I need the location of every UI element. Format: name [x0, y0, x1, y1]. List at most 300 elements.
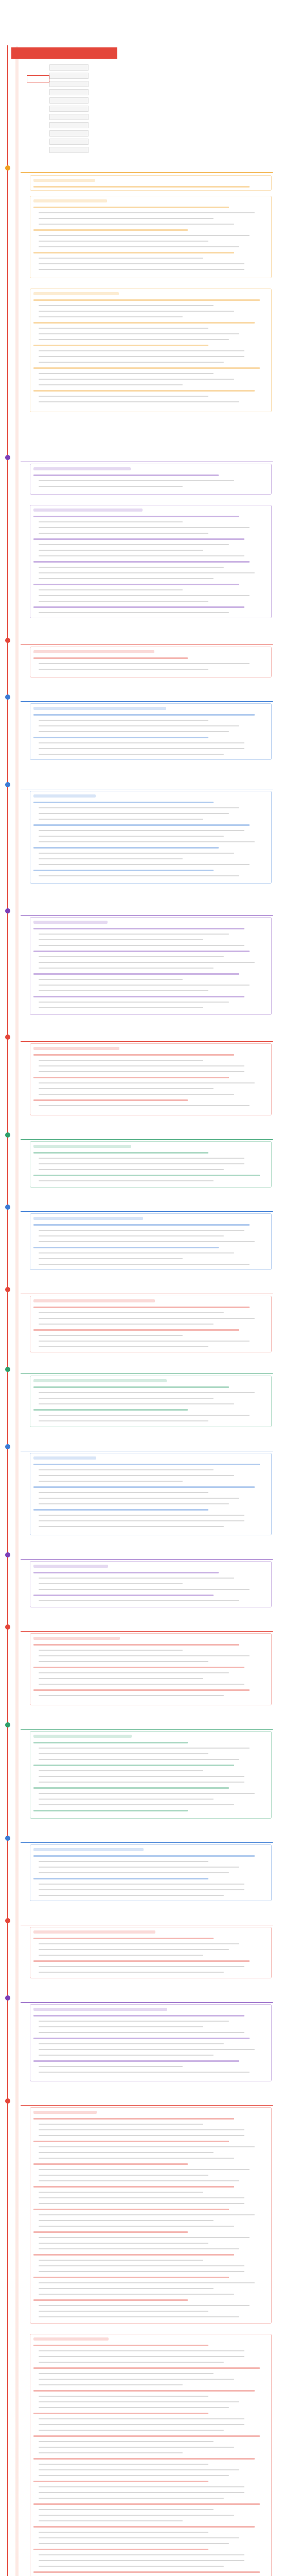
topic-card — [30, 175, 272, 191]
topic-card-text-line — [39, 1163, 244, 1164]
topic-card-text-line — [39, 1684, 244, 1685]
topic-card-text-line — [39, 1895, 224, 1896]
topic-card-text-line — [33, 802, 214, 803]
topic-card-text-line — [39, 748, 244, 749]
section-divider — [21, 1041, 273, 1042]
topic-card-text-line — [33, 1247, 219, 1248]
timeline-node — [5, 165, 10, 171]
topic-card-heading-block — [33, 199, 107, 202]
timeline-node — [5, 1836, 10, 1841]
topic-card-text-line — [39, 2124, 203, 2125]
topic-card-text-line — [33, 847, 219, 849]
topic-card-text-line — [39, 1578, 234, 1579]
topic-card-text-line — [39, 2158, 234, 2159]
legend-key — [49, 64, 89, 71]
topic-card-text-line — [39, 527, 250, 528]
topic-card-text-line — [33, 2390, 255, 2392]
topic-card-text-line — [33, 2277, 229, 2278]
topic-card-text-line — [33, 870, 214, 871]
legend-key — [49, 130, 89, 137]
topic-card — [30, 1453, 272, 1535]
page-title — [11, 47, 117, 59]
topic-card-text-line — [39, 2026, 203, 2027]
topic-card — [30, 1043, 272, 1115]
topic-card-text-line — [39, 2532, 208, 2533]
topic-card-text-line — [39, 1972, 224, 1973]
topic-card-text-line — [39, 864, 250, 865]
topic-card-text-line — [39, 875, 239, 876]
topic-card-text-line — [33, 2571, 260, 2573]
topic-card-text-line — [39, 1861, 208, 1862]
topic-card-text-line — [39, 2237, 250, 2238]
topic-card-text-line — [39, 2135, 244, 2136]
section-divider — [21, 1559, 273, 1560]
section-title — [19, 781, 26, 788]
topic-card-text-line — [39, 1318, 255, 1319]
topic-card-text-line — [39, 1583, 183, 1584]
topic-card-text-line — [39, 2373, 214, 2374]
topic-card-text-line — [33, 1938, 214, 1939]
topic-card-text-line — [39, 1007, 203, 1008]
topic-card-text-line — [39, 962, 255, 963]
topic-card-text-line — [39, 362, 224, 363]
topic-card-text-line — [33, 2209, 229, 2210]
topic-card-heading-block — [33, 467, 131, 470]
topic-card-text-line — [39, 2265, 244, 2266]
topic-card-text-line — [39, 1264, 250, 1265]
topic-card-text-line — [39, 2288, 214, 2289]
topic-card-text-line — [39, 1071, 244, 1072]
topic-card-text-line — [39, 555, 244, 556]
topic-card-text-line — [39, 2520, 183, 2521]
topic-card-text-line — [39, 269, 244, 270]
topic-card-text-line — [33, 737, 208, 738]
topic-card-text-line — [33, 1855, 255, 1857]
topic-card-text-line — [39, 2197, 244, 2198]
topic-card-text-line — [39, 589, 183, 590]
timeline-node — [5, 1205, 10, 1210]
section-divider — [21, 172, 273, 173]
topic-card-text-line — [39, 1753, 208, 1754]
topic-card-text-line — [39, 1955, 203, 1956]
topic-card-text-line — [33, 322, 255, 324]
topic-card-text-line — [39, 2362, 224, 2363]
topic-card-text-line — [39, 968, 214, 969]
topic-card-text-line — [33, 367, 260, 369]
legend-key — [49, 122, 89, 128]
topic-card-text-line — [39, 2447, 234, 2448]
topic-card-text-line — [39, 2475, 229, 2476]
section-title — [19, 164, 26, 171]
topic-card-text-line — [39, 934, 229, 935]
topic-card-text-line — [39, 945, 244, 946]
topic-card-text-line — [39, 2396, 208, 2397]
topic-card-text-line — [39, 1492, 208, 1493]
topic-card-text-line — [39, 813, 229, 814]
topic-card — [30, 1927, 272, 1978]
legend-row — [49, 146, 271, 153]
legend-row — [49, 96, 271, 104]
topic-card-text-line — [39, 1526, 224, 1527]
topic-card-text-line — [39, 595, 250, 596]
topic-card-text-line — [39, 480, 234, 481]
topic-card-text-line — [39, 1793, 255, 1794]
legend-value — [93, 114, 247, 118]
topic-card-text-line — [39, 1655, 250, 1656]
topic-card-text-line — [39, 2152, 214, 2153]
topic-card-text-line — [33, 1810, 188, 1811]
legend-key — [49, 106, 89, 112]
topic-card-heading-block — [33, 1456, 96, 1460]
topic-card-text-line — [33, 1099, 188, 1101]
topic-card-text-line — [33, 824, 250, 826]
topic-card-text-line — [39, 339, 229, 340]
topic-card-text-line — [33, 390, 255, 392]
topic-card-text-line — [39, 544, 229, 545]
topic-card-text-line — [39, 1867, 239, 1868]
legend-value — [93, 147, 247, 151]
section-title — [19, 1443, 26, 1450]
topic-card-text-line — [39, 2282, 255, 2283]
topic-card-text-line — [39, 486, 183, 487]
topic-card-text-line — [39, 1082, 255, 1083]
topic-card-text-line — [39, 720, 208, 721]
topic-card-text-line — [39, 1799, 214, 1800]
topic-card-text-line — [39, 2271, 244, 2272]
topic-card-text-line — [39, 1678, 203, 1679]
topic-card-text-line — [39, 2169, 250, 2170]
topic-card-text-line — [33, 657, 188, 659]
topic-card-text-line — [39, 731, 229, 732]
topic-card-text-line — [33, 1572, 219, 1573]
legend-row — [49, 63, 271, 71]
topic-card-text-line — [39, 1498, 239, 1499]
topic-card-text-line — [33, 2015, 244, 2016]
topic-card-text-line — [39, 2226, 234, 2227]
topic-card-heading-block — [33, 1299, 155, 1302]
topic-card-text-line — [39, 2316, 239, 2317]
topic-card-text-line — [33, 2118, 234, 2120]
topic-card-text-line — [33, 2367, 260, 2369]
topic-card-heading-block — [33, 1848, 144, 1851]
topic-card-heading-block — [33, 1930, 155, 1934]
topic-card-text-line — [39, 379, 234, 380]
topic-card-text-line — [33, 538, 244, 540]
topic-card-text-line — [39, 1943, 239, 1944]
topic-card-text-line — [33, 1667, 244, 1668]
topic-card-text-line — [39, 742, 244, 743]
section-divider — [21, 1211, 273, 1212]
topic-card-text-line — [39, 985, 250, 986]
topic-card-text-line — [39, 2072, 250, 2073]
topic-card-text-line — [39, 316, 183, 317]
topic-card-text-line — [39, 2537, 239, 2538]
topic-card-text-line — [39, 533, 208, 534]
topic-card-text-line — [33, 2060, 239, 2062]
timeline-spine — [7, 45, 8, 2576]
topic-card-text-line — [33, 1787, 229, 1789]
topic-card-text-line — [33, 2345, 208, 2346]
topic-card-heading-block — [33, 2111, 97, 2114]
topic-card-text-line — [33, 2481, 208, 2482]
section-title — [19, 1721, 26, 1728]
topic-card-heading-block — [33, 1379, 167, 1382]
topic-card-text-line — [39, 669, 208, 670]
topic-card-heading-block — [33, 794, 96, 798]
topic-card-text-line — [33, 1175, 260, 1176]
topic-card-text-line — [39, 1695, 224, 1696]
section-title — [19, 1365, 26, 1372]
topic-card-text-line — [33, 1386, 229, 1388]
topic-card-text-line — [33, 561, 250, 563]
topic-card-text-line — [33, 1689, 250, 1691]
topic-card-text-line — [39, 1420, 208, 1421]
legend-row — [49, 88, 271, 95]
topic-card-text-line — [39, 2243, 208, 2244]
topic-card-heading-block — [33, 707, 166, 710]
topic-card-text-line — [39, 1403, 234, 1404]
timeline-node — [5, 694, 10, 700]
topic-card-text-line — [39, 2049, 255, 2050]
timeline-node — [5, 1722, 10, 1727]
topic-card-text-line — [39, 2543, 229, 2544]
topic-card-text-line — [39, 830, 244, 831]
topic-card-text-line — [33, 2254, 234, 2256]
topic-card-text-line — [39, 807, 239, 808]
topic-card-text-line — [39, 853, 234, 854]
topic-card — [30, 917, 272, 1015]
topic-card-text-line — [39, 2464, 208, 2465]
topic-card-text-line — [39, 1180, 214, 1181]
legend-row — [49, 105, 271, 112]
topic-card-text-line — [39, 990, 208, 991]
topic-card-text-line — [39, 2498, 224, 2499]
topic-card-text-line — [39, 1002, 229, 1003]
topic-card-text-line — [39, 384, 183, 385]
topic-card-text-line — [39, 578, 214, 579]
topic-card-text-line — [39, 819, 203, 820]
topic-card-text-line — [39, 1392, 255, 1393]
topic-card-text-line — [39, 2175, 208, 2176]
topic-card-text-line — [39, 2486, 244, 2487]
legend-value — [93, 131, 247, 135]
topic-card-heading-block — [33, 1047, 119, 1050]
topic-card — [30, 2004, 272, 2081]
topic-card-text-line — [39, 2248, 239, 2249]
legend-value — [93, 73, 247, 77]
section-title — [19, 2097, 26, 2104]
topic-card-text-line — [33, 2299, 188, 2301]
timeline-node — [5, 908, 10, 913]
legend-node-tag — [27, 75, 49, 82]
topic-card-text-line — [39, 1748, 250, 1749]
section-title — [19, 907, 26, 914]
topic-card-text-line — [39, 858, 183, 859]
topic-card-text-line — [39, 2509, 214, 2510]
legend-key — [49, 114, 89, 120]
topic-card — [30, 1376, 272, 1427]
topic-card-text-line — [39, 1065, 244, 1066]
timeline-node — [5, 1995, 10, 2001]
section-divider — [21, 2105, 273, 2106]
topic-card — [30, 2107, 272, 2324]
topic-card-text-line — [33, 345, 208, 346]
topic-card-text-line — [33, 2549, 208, 2550]
topic-card-text-line — [39, 1158, 244, 1159]
topic-card-text-line — [39, 1650, 183, 1651]
topic-card-text-line — [39, 1060, 203, 1061]
topic-card — [30, 1844, 272, 1901]
topic-card-text-line — [33, 1307, 250, 1308]
topic-card-text-line — [39, 1241, 255, 1242]
topic-card-text-line — [39, 1872, 229, 1873]
timeline-node — [5, 2098, 10, 2104]
topic-card-heading-block — [33, 650, 154, 653]
section-title — [19, 1994, 26, 2001]
topic-card-text-line — [39, 2311, 208, 2312]
topic-card-text-line — [39, 979, 183, 980]
topic-card-text-line — [39, 2305, 250, 2306]
topic-card-text-line — [39, 572, 255, 573]
topic-card — [30, 1731, 272, 1819]
topic-card-text-line — [33, 252, 234, 253]
topic-card-text-line — [39, 2566, 224, 2567]
legend-key — [49, 89, 89, 95]
timeline-lane — [15, 46, 19, 2576]
section-divider — [21, 915, 273, 916]
topic-card-text-line — [39, 2379, 234, 2380]
topic-card-text-line — [39, 2021, 229, 2022]
topic-card — [30, 791, 272, 884]
topic-card-text-line — [39, 2260, 203, 2261]
topic-card-text-line — [39, 612, 229, 613]
legend-value — [93, 139, 247, 143]
topic-card-text-line — [33, 516, 239, 517]
topic-card-text-line — [39, 663, 250, 664]
topic-card-text-line — [39, 2554, 244, 2555]
topic-card-text-line — [33, 207, 229, 208]
topic-card-text-line — [33, 1464, 260, 1465]
topic-card-text-line — [39, 1230, 244, 1231]
section-title — [19, 1131, 26, 1138]
legend-row — [49, 121, 271, 128]
topic-card — [30, 289, 272, 412]
legend-row — [49, 138, 271, 145]
section-title — [19, 1551, 26, 1558]
topic-card-text-line — [39, 2350, 244, 2351]
topic-card-text-line — [33, 2435, 260, 2437]
section-divider — [21, 1842, 273, 1843]
topic-card-text-line — [39, 224, 234, 225]
topic-card-text-line — [39, 1335, 183, 1336]
topic-card-text-line — [39, 1094, 234, 1095]
topic-card-text-line — [33, 584, 239, 585]
topic-card-text-line — [33, 2413, 208, 2414]
topic-card-text-line — [33, 1595, 214, 1596]
topic-card-text-line — [39, 939, 203, 940]
section-divider — [21, 2002, 273, 2003]
topic-card-text-line — [39, 2129, 244, 2130]
topic-card-text-line — [39, 2384, 183, 2385]
timeline-node — [5, 782, 10, 787]
topic-card-text-line — [33, 1409, 188, 1411]
topic-card-text-line — [39, 373, 214, 374]
topic-card — [30, 464, 272, 495]
legend-value — [93, 81, 247, 86]
topic-card-text-line — [39, 1105, 250, 1106]
topic-card-text-line — [33, 928, 244, 929]
topic-card-text-line — [39, 2214, 255, 2215]
topic-card-text-line — [33, 2141, 229, 2142]
timeline-node — [5, 638, 10, 643]
timeline-node — [5, 1132, 10, 1138]
topic-card-text-line — [39, 2418, 244, 2419]
topic-card-text-line — [39, 2180, 239, 2181]
topic-card-text-line — [39, 246, 239, 247]
topic-card-text-line — [39, 2401, 239, 2402]
topic-card-heading-block — [33, 1145, 131, 1148]
topic-card-heading-block — [33, 2337, 109, 2341]
topic-card-text-line — [39, 1770, 203, 1771]
topic-card-text-line — [33, 1486, 255, 1488]
topic-card-text-line — [39, 356, 244, 357]
topic-card-text-line — [39, 1169, 224, 1170]
topic-card-text-line — [39, 956, 224, 957]
topic-card — [30, 1213, 272, 1270]
topic-card-text-line — [39, 1258, 183, 1259]
topic-card-text-line — [39, 1341, 250, 1342]
topic-card-text-line — [39, 2203, 244, 2204]
topic-card-text-line — [39, 521, 183, 522]
legend-value — [93, 90, 247, 94]
topic-card-text-line — [39, 2066, 183, 2067]
topic-card-text-line — [39, 1481, 183, 1482]
topic-card-text-line — [39, 396, 208, 397]
legend-key — [49, 139, 89, 145]
topic-card-text-line — [33, 973, 239, 975]
topic-card-text-line — [33, 474, 219, 476]
topic-card-text-line — [39, 1661, 208, 1662]
topic-card-text-line — [39, 2452, 183, 2453]
legend-value — [93, 65, 247, 69]
topic-card-text-line — [39, 1235, 224, 1236]
topic-card-text-line — [39, 1889, 244, 1890]
topic-card-text-line — [33, 229, 188, 231]
legend-row — [49, 129, 271, 137]
legend-table — [49, 63, 271, 156]
section-title — [19, 1623, 26, 1630]
topic-card-text-line — [39, 1600, 239, 1601]
topic-card-text-line — [39, 1520, 244, 1521]
legend-value — [93, 98, 247, 102]
topic-card-text-line — [39, 1475, 234, 1476]
section-title — [19, 636, 26, 643]
topic-card-text-line — [39, 841, 255, 842]
topic-card-text-line — [39, 2424, 244, 2425]
topic-card-heading-block — [33, 921, 108, 924]
topic-card-text-line — [39, 241, 208, 242]
topic-card-text-line — [33, 2163, 188, 2165]
topic-card — [30, 1633, 272, 1705]
topic-card-text-line — [33, 1960, 250, 1962]
timeline-node — [5, 1035, 10, 1040]
topic-card-text-line — [39, 2441, 214, 2442]
topic-card-heading-block — [33, 179, 95, 182]
topic-card-text-line — [33, 1329, 239, 1331]
legend-row — [49, 80, 271, 87]
topic-card — [30, 1141, 272, 1188]
topic-card-text-line — [39, 1503, 229, 1504]
